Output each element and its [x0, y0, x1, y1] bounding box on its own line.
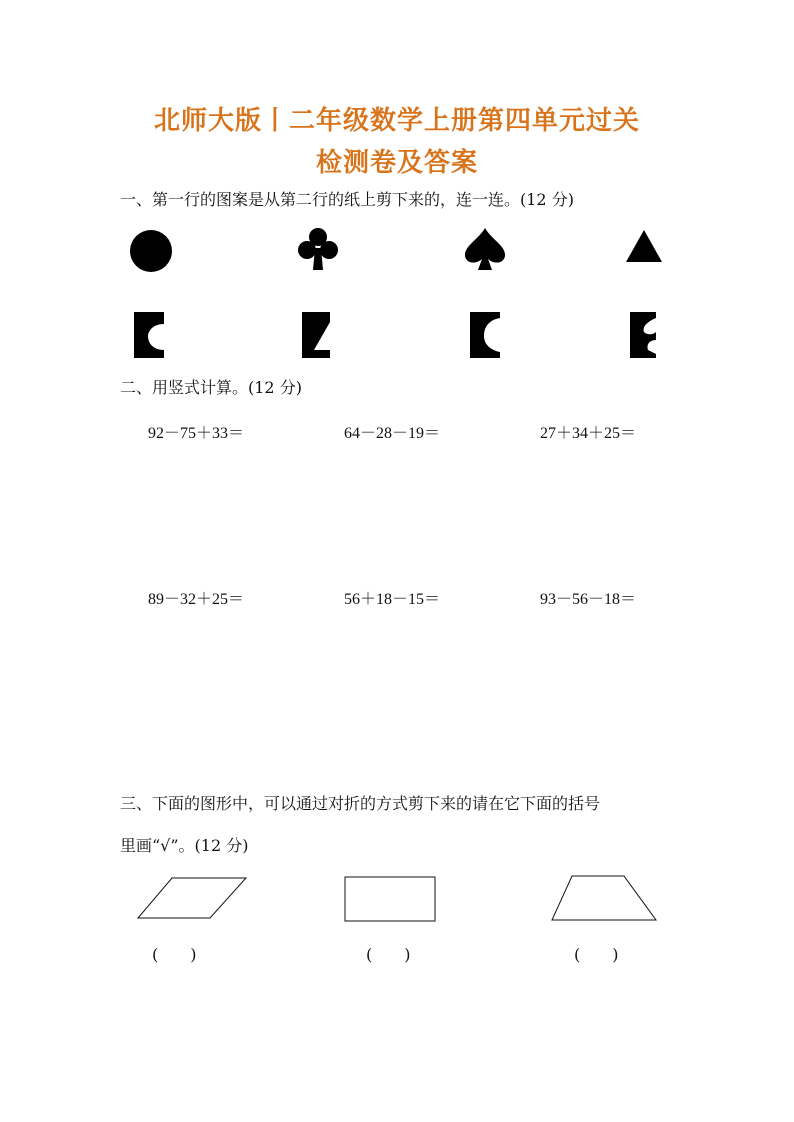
expression-6: 93－56－18＝ — [540, 591, 637, 608]
trapezoid-icon — [550, 874, 658, 924]
spade-icon — [462, 226, 508, 272]
question-1-text: 一、第一行的图案是从第二行的纸上剪下来的，连一连。(12 分) — [120, 190, 574, 209]
circle-icon — [128, 228, 174, 274]
expression-3: 27＋34＋25＝ — [540, 425, 637, 442]
rectangle-icon — [344, 876, 438, 924]
page-title-line2: 检测卷及答案 — [315, 148, 478, 178]
answer-paren-1[interactable]: ( ) — [152, 945, 197, 964]
expression-4: 89－32＋25＝ — [148, 591, 245, 608]
paper-cutout-triangle-icon — [302, 310, 332, 360]
paper-cutout-crescent-icon — [470, 310, 502, 360]
paper-cutout-circle-icon — [134, 310, 168, 360]
expression-2: 64－28－19＝ — [344, 425, 441, 442]
question-3-text-line2: 里画“√”。(12 分) — [120, 836, 249, 855]
expression-5: 56＋18－15＝ — [344, 591, 441, 608]
expression-1: 92－75＋33＝ — [148, 425, 245, 442]
club-icon — [296, 226, 340, 272]
question-3-text-line1: 三、下面的图形中，可以通过对折的方式剪下来的请在它下面的括号 — [120, 794, 601, 813]
answer-paren-2[interactable]: ( ) — [366, 945, 411, 964]
page-title-line1: 北师大版丨二年级数学上册第四单元过关 — [153, 106, 640, 136]
question-2-text: 二、用竖式计算。(12 分) — [120, 378, 302, 397]
triangle-icon — [624, 228, 664, 264]
answer-paren-3[interactable]: ( ) — [574, 945, 619, 964]
paper-cutout-spade-icon — [630, 310, 660, 360]
parallelogram-icon — [136, 876, 248, 920]
